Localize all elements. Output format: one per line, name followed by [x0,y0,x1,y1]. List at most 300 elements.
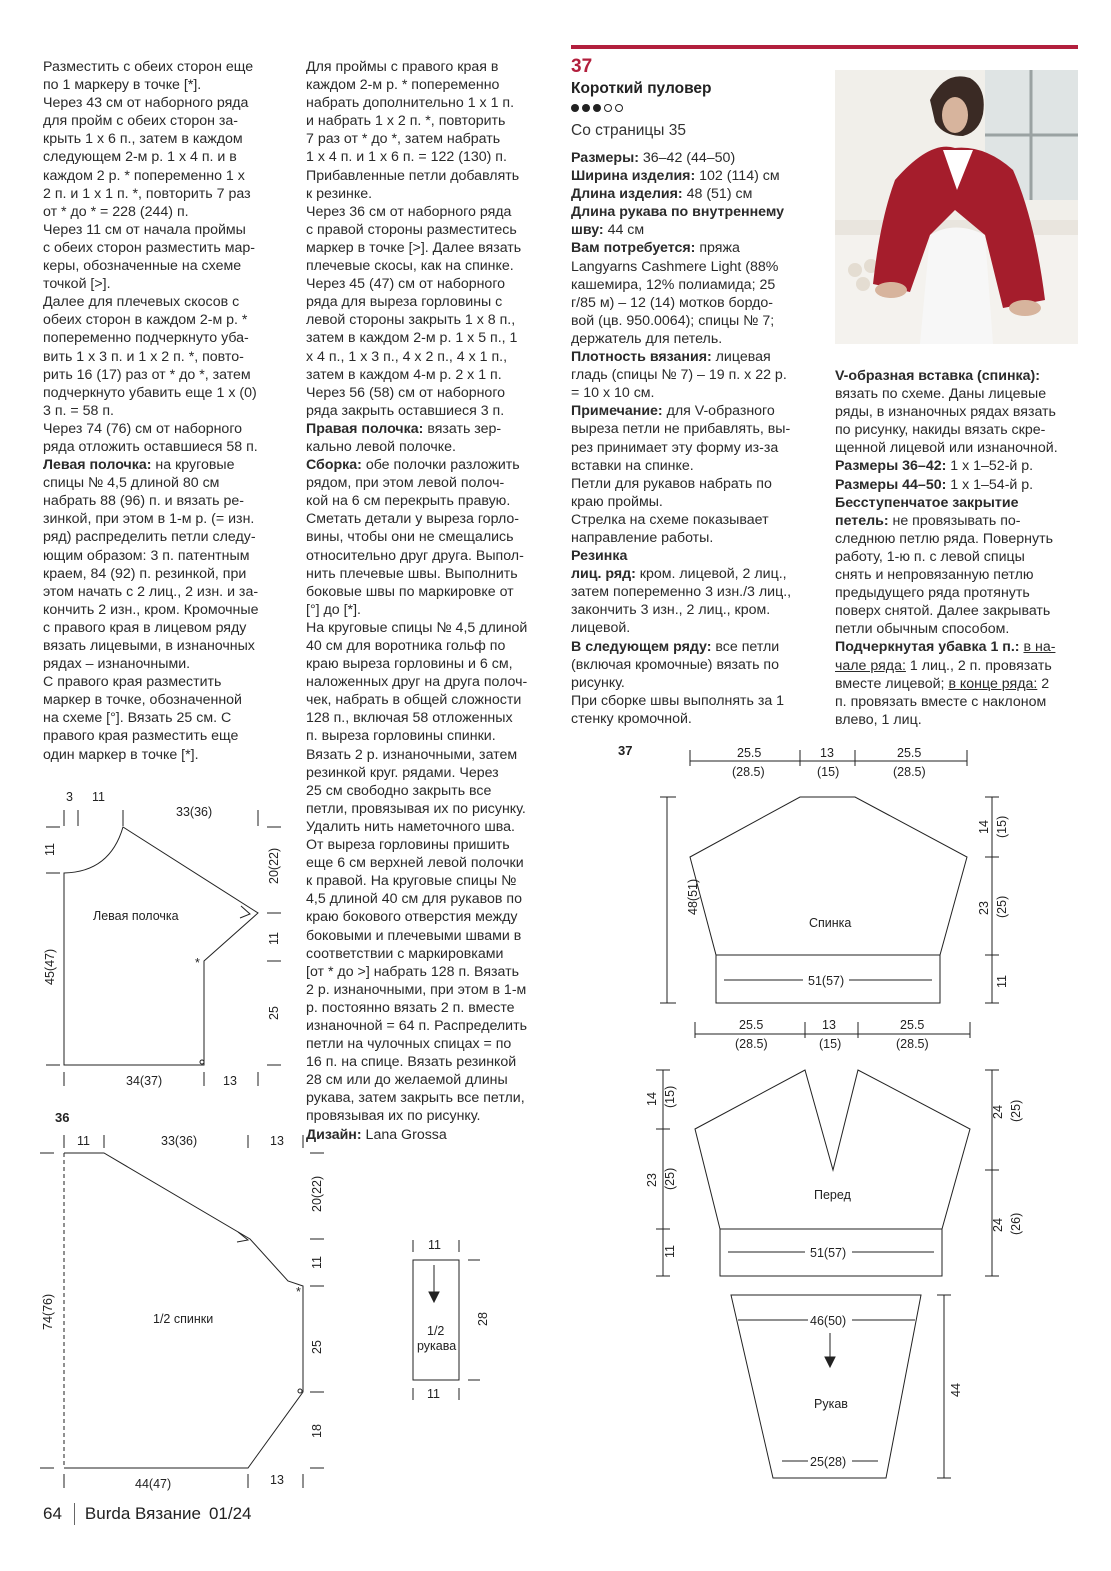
text-line [306,1035,527,1053]
text-line [835,530,1058,548]
text-line [306,275,527,293]
text-line [571,674,791,692]
dim-b-right-3: 11 [995,975,1009,988]
text-run: точкой [>]. [43,276,111,293]
text-line [835,457,1058,475]
text-run: 4,5 длиной 40 см для рукавов по [306,891,522,908]
dim-s-bottom: 25(28) [810,1455,847,1469]
text-run: 102 (114) см [695,168,780,185]
text-run: керы, обозначенные на схеме [43,258,242,275]
dim-f-right-1: 24 [991,1105,1005,1119]
text-line [571,185,791,203]
figure-number-36: 36 [55,1110,70,1125]
text-run: 2 п. и 1 х 1 п. *, повторить 7 раз [43,185,251,202]
text-line [43,185,258,203]
text-line [43,402,258,420]
text-line [43,348,258,366]
text-run: 7 раз от * до *, затем набрать [306,131,501,148]
text-line [306,366,527,384]
text-run: следующем 2-м р. 1 х 4 п. и в [43,149,237,166]
text-run: Вязать 2 р. изнаночными, затем [306,746,518,763]
text-line [835,566,1058,584]
heading-run: Примечание: [571,403,663,420]
text-run: набрать 88 (96) п. и вязать ре- [43,493,244,510]
half-back-schematic [40,1135,324,1488]
text-line [43,58,258,76]
text-run: ющим образом: 3 п. патентным [43,547,250,564]
dim-hb-top-1: 11 [77,1134,90,1148]
text-run: (включая кромочные) вязать по [571,656,779,673]
text-run: с правой стороны разместитесь [306,221,517,238]
text-line [43,528,258,546]
text-line [571,312,791,330]
text-line [306,945,527,963]
text-run: С правого края разместить [43,674,222,691]
text-line [43,112,258,130]
text-line [43,94,258,112]
text-line [306,510,527,528]
dim-hb-top-3: 13 [270,1134,284,1148]
text-line [43,619,258,637]
text-line [306,800,527,818]
text-run: Lana Grossa [361,1126,447,1143]
text-run: обеих сторон в каждом 2-м р. * [43,312,248,329]
text-run: 1 х 1–52-й р. [946,458,1034,475]
dim-b-right-1: 14 [977,820,991,834]
heading-run: шву: [571,222,604,239]
text-run: [от * до >] набрать 128 п. Вязать [306,963,519,980]
text-line [835,439,1058,457]
text-run: Далее для плечевых скосов с [43,294,240,311]
text-run: на схеме [°]. Вязать 25 см. С [43,710,232,727]
heading-run: лиц. ряд: [571,566,636,583]
marker-asterisk: * [296,1285,301,1299]
text-line [306,746,527,764]
text-run: краю бокового отверстия между [306,909,518,926]
text-run: от * до * = 228 (244) п. [43,203,189,220]
text-run: Через 36 см от наборного ряда [306,203,512,220]
dim-b-band: 51(57) [808,974,845,988]
text-run: еще 6 см верхней левой полочки [306,855,524,872]
text-line [43,746,258,764]
pattern-number: 37 [571,56,593,77]
text-line [306,655,527,673]
text-run: От выреза горловины пришить [306,837,510,854]
dim-b-left: 48(51) [686,878,700,915]
sleeve-label: Рукав [814,1397,848,1411]
heading-run: Левая полочка: [43,457,152,474]
text-line [43,637,258,655]
text-run: ряд) распределить петли следу- [43,529,256,546]
text-line [306,1126,527,1144]
text-run: обе полочки разложить [361,457,520,474]
page-footer [43,1503,252,1525]
text-line [571,439,791,457]
dim-b-right-2: 23 [977,901,991,915]
text-line [306,456,527,474]
text-line [43,311,258,329]
text-line [571,258,791,276]
text-line [43,167,258,185]
text-run: петли обычным способом. [835,621,1010,638]
heading-run: V-образная вставка (спинка): [835,368,1040,384]
text-line [306,619,527,637]
text-line [43,76,258,94]
text-run: относительно друг друга. Выпол- [306,547,524,564]
text-line [43,293,258,311]
text-run: Сметать детали у выреза горло- [306,511,520,528]
dim-hb-right-4: 18 [310,1424,324,1438]
heading-run: Длина рукава по внутреннему [571,204,785,221]
dim-f-top-2b: (15) [819,1037,842,1051]
dim-f-right-2: 24 [991,1218,1005,1232]
text-line [306,528,527,546]
text-run: боковыми и плечевыми швами в [306,927,522,944]
text-line [306,1053,527,1071]
text-line [43,239,258,257]
text-run: работу, 1-ю п. с левой спицы [835,548,1025,565]
text-run: вместе лицевой; [835,675,949,692]
text-line [571,239,791,257]
back-37-labels [618,743,1009,988]
text-run: кончить 2 изн., кром. Кромочные [43,601,259,618]
text-line [306,203,527,221]
text-run: краю выреза горловины и 6 см, [306,656,513,673]
text-run: вить 1 х 3 п. и 1 х 2 п. *, повто- [43,348,244,365]
text-line [571,565,791,583]
text-line [571,203,791,221]
dim-f-left-1: 14 [645,1092,659,1106]
text-line [571,529,791,547]
dim-f-top-1: 25.5 [739,1018,764,1032]
text-run: Удалить нить наметочного шва. [306,818,515,835]
text-line [306,908,527,926]
heading-run: В следующем ряду: [571,638,712,655]
text-run: закончить 3 изн., 2 лиц., кром. [571,602,771,619]
dim-b-top-3b: (28.5) [893,765,926,779]
issue-number: 01/24 [208,1504,252,1523]
dim-b-right-1b: (15) [995,815,1009,838]
text-line [306,709,527,727]
text-line [306,329,527,347]
text-run: кально левой полочке. [306,438,456,455]
text-line [835,421,1058,439]
dim-s-top: 46(50) [810,1314,847,1328]
text-run: Через 43 см от наборного ряда [43,95,249,112]
dim-f-top-3: 25.5 [900,1018,925,1032]
text-run: правого края разместить еще [43,728,239,745]
text-line [571,457,791,475]
dim-f-left-2b: (25) [663,1167,677,1190]
text-line [306,185,527,203]
text-run: 25 см свободно закрыть все [306,782,492,799]
text-run: На круговые спицы № 4,5 длиной [306,619,528,636]
text-run: вязать зер- [423,420,502,437]
text-line [835,494,1058,512]
text-run: 48 (51) см [682,186,753,203]
text-line [571,619,791,637]
text-run: спицы № 4,5 длиной 80 см [43,475,220,492]
text-run: для V-образного [662,403,775,420]
text-line [571,511,791,529]
text-line [43,329,258,347]
back-37-schematic [660,750,999,1003]
dim-b-top-1b: (28.5) [732,765,765,779]
dim-hb-right-3: 25 [310,1340,324,1354]
dim-b-top-1: 25.5 [737,746,762,760]
dim-f-right-2b: (26) [1009,1212,1023,1235]
text-run: следнюю петлю ряда. Повернуть [835,530,1053,547]
text-line [306,1089,527,1107]
text-line [571,601,791,619]
footer-divider [74,1503,75,1525]
text-run: 16 п. на спице. Вязать резинкой [306,1054,517,1071]
text-run: маркер в точке [>]. Далее вязать [306,239,522,256]
dim-lf-right-1: 20(22) [267,847,281,884]
text-run: и набрать 1 х 2 п. *, повторить [306,113,506,130]
text-line [571,402,791,420]
text-column-2 [306,58,527,1144]
text-run: рукава, затем закрыть все петли, [306,1090,525,1107]
text-line [835,385,1058,403]
text-line [306,221,527,239]
text-run: вязать лицевыми, в изнаночных [43,638,255,654]
text-line [835,602,1058,620]
text-line [306,239,527,257]
text-run: левой стороны закрыть 1 х 8 п., [306,312,516,329]
front-label: Перед [814,1188,851,1202]
dim-f-top-1b: (28.5) [735,1037,768,1051]
text-line [571,221,791,239]
text-run: Петли для рукавов набрать по [571,475,772,492]
left-front-schematic [46,810,281,1086]
text-run: 3 п. = 58 п. [43,402,114,419]
text-run: наложенных друг на друга полоч- [306,674,528,691]
text-run: краю проймы. [571,493,663,510]
text-run: все петли [711,638,780,655]
text-line [306,890,527,908]
text-line [306,872,527,890]
text-run: 1 лиц., 2 п. провязать [905,657,1052,674]
text-line [43,673,258,691]
text-run: 36–42 (44–50) [638,150,736,166]
text-run: каждом 2 р. * попеременно 1 х [43,167,245,184]
text-run: петли, провязывая их по рисунку. [306,800,526,817]
text-line [571,638,791,656]
heading-run: Резинка [571,548,628,565]
text-line [306,438,527,456]
text-line [43,727,258,745]
text-line [571,366,791,384]
text-run: провязывая их по рисунку. [306,1108,481,1125]
text-line [43,456,258,474]
text-line [571,692,791,710]
text-run: набрать дополнительно 1 х 1 п. [306,95,515,112]
heading-run: Размеры 36–42: [835,458,947,475]
text-run: боковые швы по маркировке от [306,583,514,600]
text-line [306,384,527,402]
text-run: затем в каждом 2-м р. 1 х 5 п., 1 [306,330,518,347]
text-run: краем, 84 (92) п. резинкой, при [43,565,247,582]
text-line [43,492,258,510]
dim-hs-right: 28 [476,1312,490,1326]
difficulty-dot-empty [615,104,623,112]
sleeve-37-schematic [731,1295,951,1478]
heading-run: Размеры 44–50: [835,476,947,493]
back-label: Спинка [809,916,852,930]
text-run: по рисунку, накиды вязать скре- [835,422,1046,439]
dim-f-top-3b: (28.5) [896,1037,929,1051]
difficulty-dot-empty [604,104,612,112]
text-line [571,149,791,167]
text-run: один маркер в точке [*]. [43,746,199,763]
dim-s-right: 44 [949,1383,963,1397]
text-line [571,710,791,728]
text-line [306,981,527,999]
text-line [43,203,258,221]
text-line [571,294,791,312]
text-run: п. выреза горловины спинки. [306,728,496,745]
text-run: выреза петли не прибавлять, вы- [571,421,791,438]
dim-f-left-3: 11 [663,1245,677,1258]
text-run: Для проймы с правого края в [306,59,499,75]
text-line [306,58,527,76]
text-run: При сборке швы выполнять за 1 [571,692,785,709]
text-line [43,583,258,601]
text-line [306,999,527,1017]
text-line [835,693,1058,711]
dim-hb-left: 74(76) [41,1293,55,1330]
dim-lf-bottom-2: 13 [223,1074,237,1088]
dim-b-right-2b: (25) [995,895,1009,918]
text-run: рез принимает эту форму из-за [571,439,779,456]
dim-b-top-3: 25.5 [897,746,922,760]
text-run: Через 56 (58) см от наборного [306,384,506,401]
text-line [571,583,791,601]
text-line [306,293,527,311]
text-line [43,601,258,619]
text-run: 2 [1037,675,1050,692]
text-line [43,438,258,456]
text-run: г/85 м) – 12 (14) мотков бордо- [571,294,774,311]
heading-run: Правая полочка: [306,420,424,437]
text-run: щенной лицевой или изнаночной. [835,440,1058,457]
text-run: на круговые [151,457,235,474]
left-front-label: Левая полочка [93,909,179,923]
text-line [306,565,527,583]
half-sleeve-label-1: 1/2 [427,1324,445,1338]
text-line [306,420,527,438]
text-line [835,711,1058,729]
text-run: к правой. На круговые спицы № [306,873,517,890]
text-run: Через 74 (76) см от наборного [43,420,243,437]
heading-run: Плотность вязания: [571,349,712,366]
text-line [835,584,1058,602]
dim-f-left-1b: (15) [663,1085,677,1108]
text-line [306,1107,527,1125]
heading-run: Ширина изделия: [571,168,696,185]
dim-lf-right-2: 11 [267,932,281,945]
text-run: гладь (спицы № 7) – 19 п. x 22 р. [571,367,787,384]
text-line [306,1071,527,1089]
text-line [571,420,791,438]
marker-asterisk: * [195,956,200,970]
text-line [306,167,527,185]
text-run: кром. лицевой, 2 лиц., [635,566,787,583]
half-sleeve-schematic [413,1240,480,1400]
text-line [571,276,791,294]
text-line [571,475,791,493]
heading-run: Размеры: [571,150,639,166]
dim-f-left-2: 23 [645,1173,659,1187]
dim-lf-top-1: 3 [66,790,73,804]
text-run: 1 х 4 п. и 1 х 6 п. = 122 (130) п. [306,149,507,166]
magazine-name: Burda Вязание [84,1504,201,1523]
dim-hs-top: 11 [428,1238,441,1252]
dim-lf-bottom-1: 34(37) [126,1074,163,1088]
half-back-labels [41,1110,324,1491]
text-run: маркер в точке, обозначенной [43,692,242,709]
text-line [43,148,258,166]
text-line [835,675,1058,693]
text-run: вины, чтобы они не смещались [306,529,514,546]
text-run: лицевой. [571,620,631,637]
difficulty-rating [571,104,623,112]
accent-rule [571,45,1078,49]
text-line [571,493,791,511]
text-run: 2 р. изнаночными, при этом в 1-м [306,981,527,998]
text-run: предыдущего ряда протянуть [835,585,1030,602]
text-run: стенку кромочной. [571,710,692,727]
text-run: затем в каждом 4-м р. 2 х 1 п. [306,366,502,383]
text-run: 40 см для воротника гольф по [306,638,506,654]
text-column-3 [571,149,791,728]
text-line [835,512,1058,530]
text-line [306,963,527,981]
text-run: с обеих сторон разместить мар- [43,239,256,256]
text-run: затем попеременно 3 изн./3 лиц., [571,584,792,601]
text-run: по 1 маркеру в точке [*]. [43,77,202,94]
text-run: Прибавленные петли добавлять [306,167,520,184]
text-run: п. провязать вместе с наклоном [835,693,1047,710]
text-run: кой на 6 см перекрыть правую. [306,493,511,510]
difficulty-dot-filled [593,104,601,112]
text-run: для пройм с обеих сторон за- [43,113,239,130]
text-line [43,384,258,402]
text-run: Разместить с обеих сторон еще [43,59,254,75]
dim-hs-bottom: 11 [427,1387,440,1401]
text-run: вязать по схеме. Даны лицевые [835,386,1047,403]
text-run: 28 см или до желаемой длины [306,1072,508,1089]
text-run: 44 см [603,222,645,239]
model-photo [835,70,1078,344]
text-run: поверх снятой. Далее закрывать [835,603,1051,620]
text-run: соответствии с маркировками [306,945,504,962]
text-line [43,565,258,583]
text-line [306,148,527,166]
text-column-4 [835,367,1058,729]
text-line [306,637,527,655]
text-line [571,384,791,402]
heading-run: Сборка: [306,457,362,474]
text-line [306,854,527,872]
text-run: изнаночной = 64 п. Распределить [306,1017,527,1034]
text-line [43,275,258,293]
text-line [43,130,258,148]
heading-run: Вам потребуется: [571,240,696,257]
half-back-label: 1/2 спинки [153,1312,214,1326]
text-line [306,601,527,619]
